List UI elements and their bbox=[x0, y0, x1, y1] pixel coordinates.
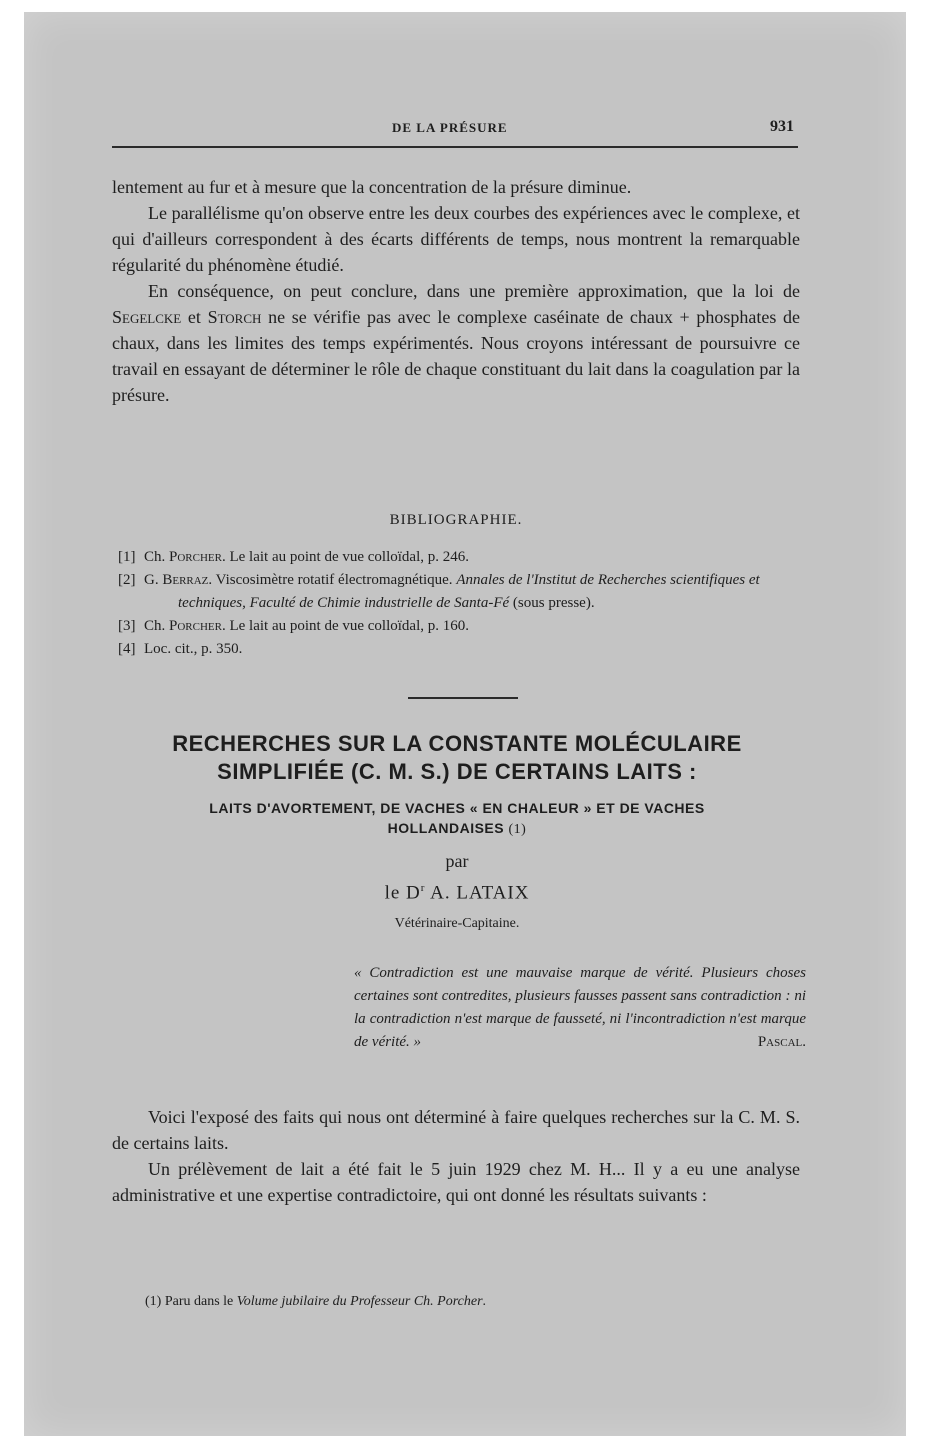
article-subtitle-line-2: HOLLANDAISES bbox=[387, 820, 505, 836]
paragraph-parallelism: Le parallélisme qu'on observe entre les deux courbes des expériences avec le complexe, et qui d'ailleurs correspondent à des écarts différents de temps, nous montrent la remarquable régularité du phénomène étudié. bbox=[112, 203, 800, 275]
article-subtitle bbox=[112, 798, 802, 840]
ref-author: Berraz bbox=[162, 572, 209, 588]
author-name-segelcke: Segelcke bbox=[112, 307, 182, 327]
article-title-line-1: RECHERCHES SUR LA CONSTANTE MOLÉCULAIRE bbox=[172, 731, 742, 756]
ref-text: Loc. cit., p. 350. bbox=[144, 641, 243, 657]
ref-number: [4] bbox=[118, 641, 136, 657]
body-text-top bbox=[112, 174, 800, 408]
bibliography-ref bbox=[118, 638, 808, 661]
conclusion-text-3: ne se vérifie pas avec le complexe caséinate de chaux + phosphates de chaux, dans les limites des temps expérimentés. Nous croyons intéressant de poursuivre ce travail en essayant de déterminer le rôle de chaque constituant du lait dans la coagulation par la présure. bbox=[112, 307, 800, 405]
ref-prefix: Ch. bbox=[144, 618, 170, 634]
paragraph-sample: Un prélèvement de lait a été fait le 5 juin 1929 chez M. H... Il y a eu une analyse administrative et une expertise contradictoire, qui ont donné les résultats suivants : bbox=[112, 1159, 800, 1205]
ref-author: Porcher bbox=[169, 549, 222, 565]
epigraph-signature: Pascal. bbox=[757, 1034, 806, 1050]
page-number: 931 bbox=[770, 118, 794, 135]
epigraph-text: « Contradiction est une mauvaise marque de vérité. Plusieurs choses certaines sont contredites, plusieurs fausses passent sans contradiction : ni la contradiction n'est marque de fausseté, ni l'incontradiction n'est marque de vérité. » bbox=[354, 965, 806, 1050]
article-subtitle-line-1: LAITS D'AVORTEMENT, DE VACHES « EN CHALEUR » ET DE VACHES bbox=[209, 800, 705, 816]
ref-text: . Viscosimètre rotatif électromagnétique. bbox=[208, 572, 457, 588]
running-header-title: DE LA PRÉSURE bbox=[392, 120, 508, 135]
author-name-storch: Storch bbox=[207, 307, 262, 327]
ref-prefix: G. bbox=[144, 572, 163, 588]
byline-par: par bbox=[445, 851, 469, 871]
bibliography-ref bbox=[118, 569, 808, 615]
author-affiliation: Vétérinaire-Capitaine. bbox=[394, 916, 520, 931]
article-title bbox=[112, 730, 802, 786]
author-fullname: A. LATAIX bbox=[425, 882, 530, 904]
epigraph bbox=[354, 962, 806, 1054]
footnote-marker: (1) bbox=[508, 822, 527, 837]
ref-text: . Le lait au point de vue colloïdal, p. 246. bbox=[221, 549, 470, 565]
footnote-title: Volume jubilaire du Professeur Ch. Porcher bbox=[236, 1294, 483, 1309]
bibliography-ref bbox=[118, 615, 808, 638]
ref-journal: Annales de l'Institut de Recherches scientifiques et techniques, Faculté de Chimie industrielle de Santa-Fé bbox=[178, 572, 760, 611]
ref-text: . Le lait au point de vue colloïdal, p. 160. bbox=[221, 618, 470, 634]
author-title-sup: r bbox=[420, 882, 426, 894]
conclusion-text-2: et bbox=[181, 307, 208, 327]
paragraph-conclusion bbox=[112, 278, 800, 408]
body-text-bottom bbox=[112, 1104, 800, 1208]
conclusion-text-1: En conséquence, on peut conclure, dans une première approximation, que la loi de bbox=[148, 281, 800, 301]
running-header bbox=[112, 118, 798, 148]
bibliography-list bbox=[118, 546, 808, 661]
author-name bbox=[112, 882, 802, 904]
ref-number: [2] bbox=[118, 572, 136, 588]
footnote-text: Paru dans le bbox=[161, 1294, 237, 1309]
author-title: le D bbox=[384, 882, 421, 904]
article-title-line-2: SIMPLIFIÉE (C. M. S.) DE CERTAINS LAITS : bbox=[217, 759, 697, 784]
footnote-end: . bbox=[482, 1294, 487, 1309]
paragraph-continued: lentement au fur et à mesure que la concentration de la présure diminue. bbox=[112, 177, 632, 197]
paragraph-intro: Voici l'exposé des faits qui nous ont déterminé à faire quelques recherches sur la C. M. S. de certains laits. bbox=[112, 1107, 800, 1153]
ref-author: Porcher bbox=[169, 618, 222, 634]
ref-number: [1] bbox=[118, 549, 136, 565]
ref-suffix: (sous presse). bbox=[509, 595, 595, 611]
ref-number: [3] bbox=[118, 618, 136, 634]
ref-prefix: Ch. bbox=[144, 549, 170, 565]
bibliography-heading: BIBLIOGRAPHIE. bbox=[389, 512, 523, 528]
footnote-number: (1) bbox=[145, 1294, 162, 1309]
footnote bbox=[145, 1294, 745, 1310]
bibliography-ref bbox=[118, 546, 808, 569]
section-divider bbox=[408, 697, 518, 699]
